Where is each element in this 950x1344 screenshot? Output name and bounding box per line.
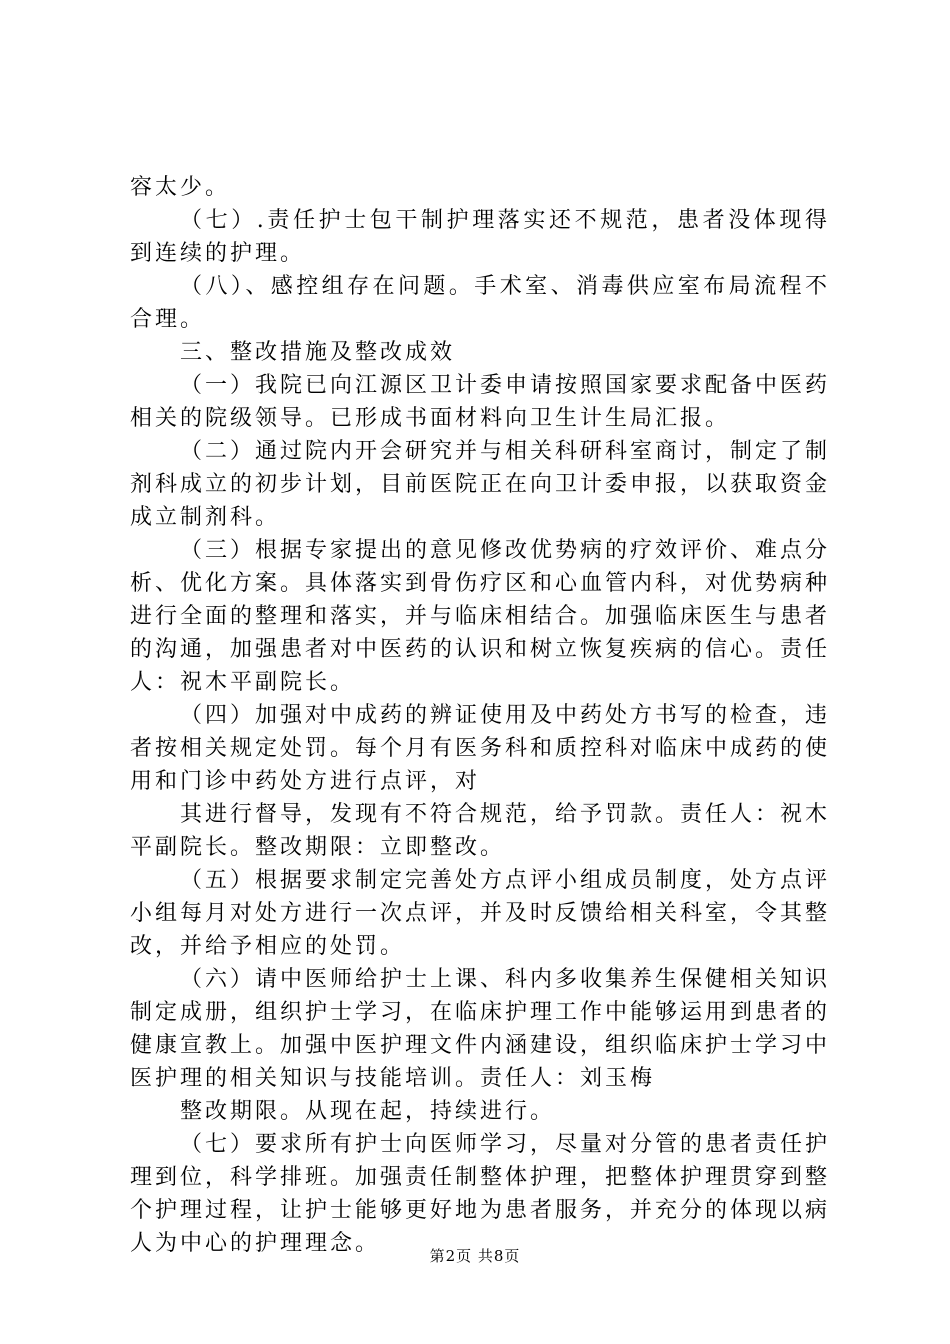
section-heading-3: 三、整改措施及整改成效 bbox=[180, 340, 456, 365]
paragraph-issue-7: （七）.责任护士包干制护理落实还不规范，患者没体现得到连续的护理。 bbox=[130, 208, 830, 266]
paragraph-measure-1: （一）我院已向江源区卫计委申请按照国家要求配备中医药相关的院级领导。已形成书面材料向卫生计生局汇报。 bbox=[130, 373, 831, 431]
paragraph-measure-3: （三）根据专家提出的意见修改优势病的疗效评价、难点分析、优化方案。具体落实到骨伤疗区和心血管内科，对优势病种进行全面的整理和落实，并与临床相结合。加强临床医生与患者的沟通，加强患者对中医药的认识和树立恢复疾病的信心。责任人：祝木平副院长。 bbox=[130, 538, 831, 695]
paragraph-measure-4-continued: 其进行督导，发现有不符合规范，给予罚款。责任人：祝木平副院长。整改期限：立即整改。 bbox=[130, 802, 831, 860]
paragraph-measure-6: （六）请中医师给护士上课、科内多收集养生保健相关知识制定成册，组织护士学习，在临床护理工作中能够运用到患者的健康宣教上。加强中医护理文件内涵建设，组织临床护士学习中医护理的相关知识与技能培训。责任人：刘玉梅 bbox=[130, 967, 831, 1091]
paragraph-measure-4: （四）加强对中成药的辨证使用及中药处方书写的检查，违者按相关规定处罚。每个月有医务科和质控科对临床中成药的使用和门诊中药处方进行点评，对 bbox=[130, 703, 831, 794]
paragraph-measure-6-deadline: 整改期限。从现在起，持续进行。 bbox=[180, 1099, 556, 1124]
paragraph-measure-7: （七）要求所有护士向医师学习，尽量对分管的患者责任护理到位，科学排班。加强责任制整体护理，把整体护理贯穿到整个护理过程，让护士能够更好地为患者服务，并充分的体现以病人为中心的护理理念。 bbox=[130, 1132, 831, 1256]
paragraph-measure-2: （二）通过院内开会研究并与相关科研科室商讨，制定了制剂科成立的初步计划，目前医院正在向卫计委申报，以获取资金成立制剂科。 bbox=[130, 439, 831, 530]
document-body bbox=[130, 171, 830, 1260]
paragraph-measure-5: （五）根据要求制定完善处方点评小组成员制度，处方点评小组每月对处方进行一次点评，并及时反馈给相关科室，令其整改，并给予相应的处罚。 bbox=[130, 868, 831, 959]
paragraph-continuation: 容太少。 bbox=[130, 175, 231, 200]
page-footer: 第2页 共8页 bbox=[429, 1247, 521, 1265]
paragraph-issue-8: （八）、感控组存在问题。手术室、消毒供应室布局流程不合理。 bbox=[130, 274, 830, 332]
